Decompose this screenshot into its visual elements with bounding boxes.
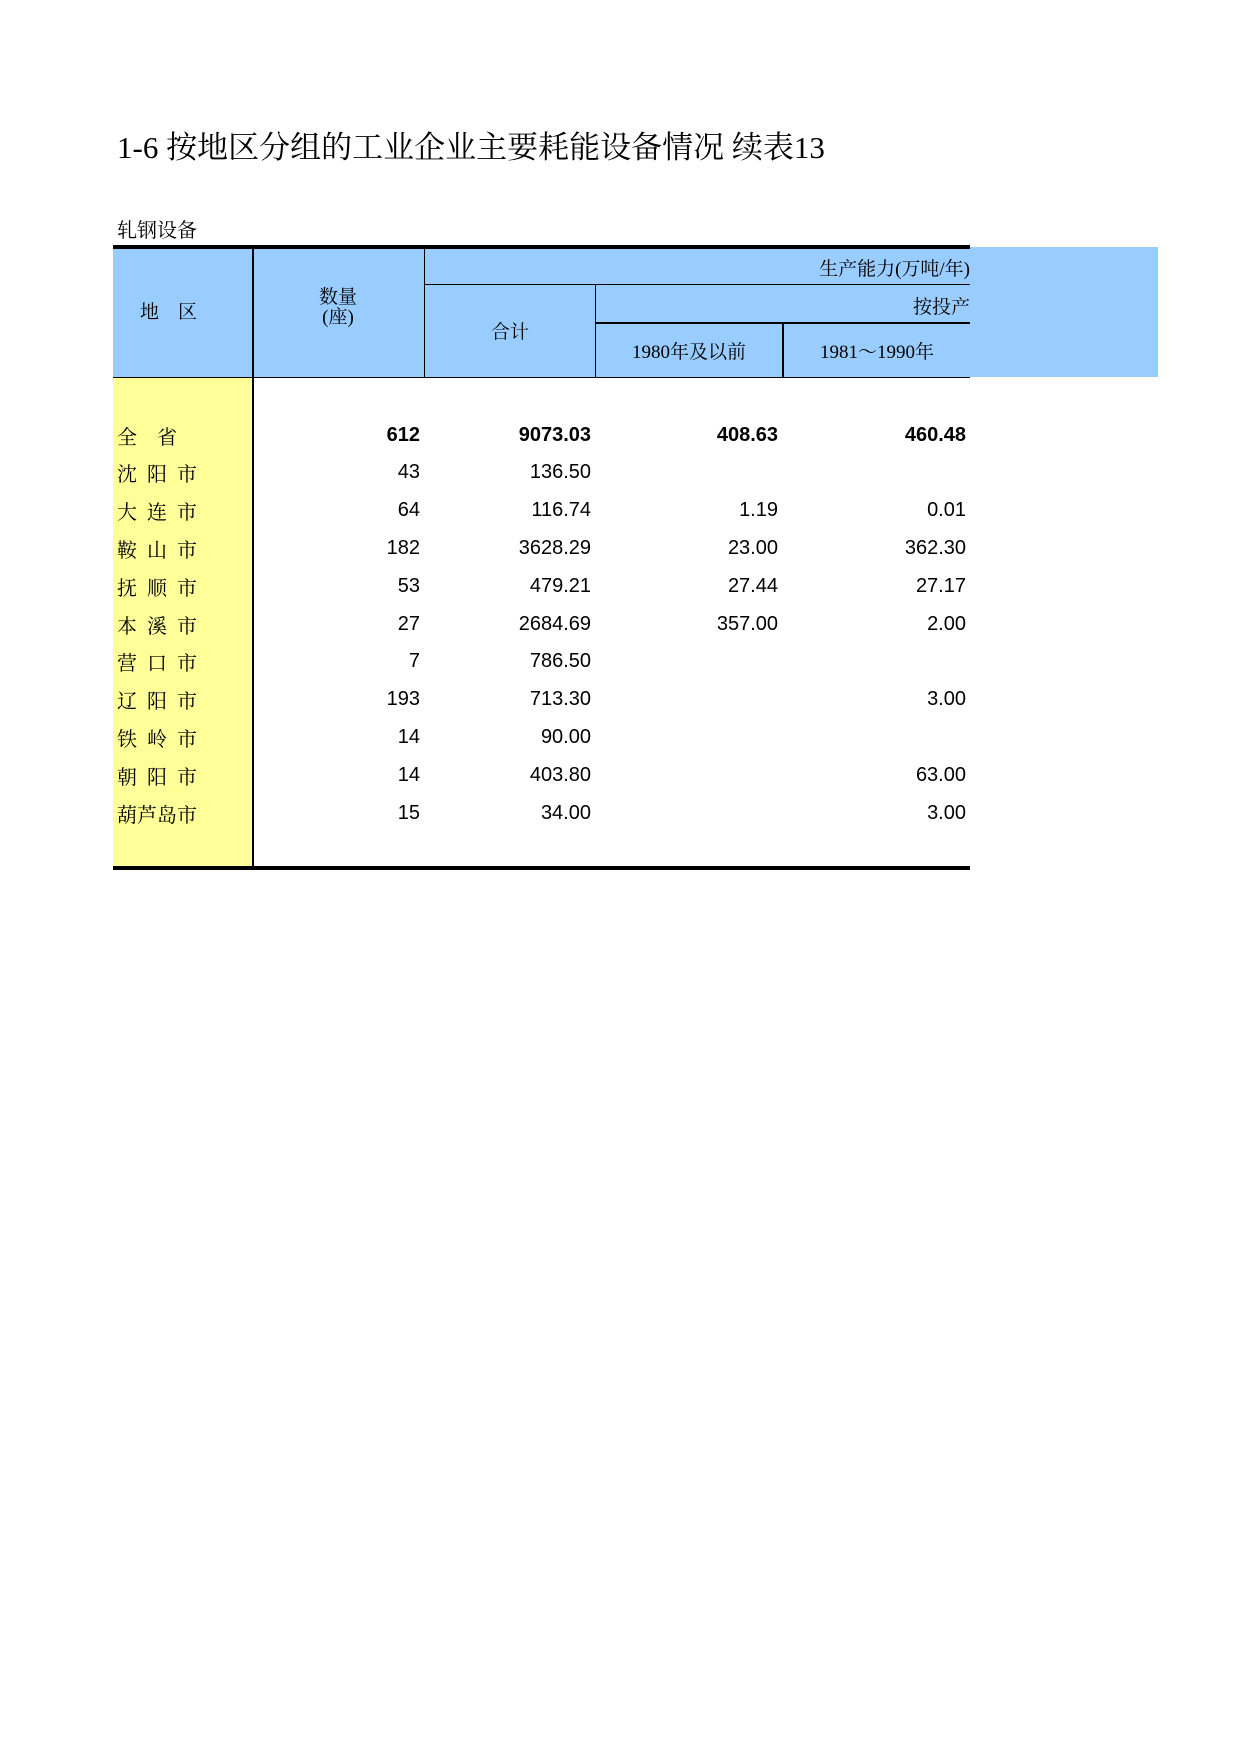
- cell-total: 2684.69: [518, 612, 591, 635]
- cell-count: 15: [397, 801, 420, 824]
- cell-total: 479.21: [529, 574, 591, 597]
- cell-y1980: [596, 458, 778, 488]
- cell-count: 43: [397, 461, 420, 484]
- cell-y1980: 408.63: [716, 423, 778, 446]
- header-by-year: 按投产: [912, 296, 970, 318]
- cell-y1981: 63.00: [915, 763, 966, 786]
- cell-region: 全 省: [117, 426, 177, 449]
- header-1980: 1980年及以前: [631, 342, 746, 363]
- cell-y1981: 2.00: [927, 612, 966, 635]
- cell-y1980: 357.00: [716, 612, 778, 635]
- cell-y1981: [784, 647, 966, 677]
- cell-y1980: [596, 760, 778, 790]
- cell-y1981: 0.01: [927, 499, 966, 522]
- cell-total: 9073.03: [518, 423, 591, 446]
- header-bottom-border: [113, 377, 970, 378]
- header-count-label: 数量: [318, 287, 357, 308]
- header-region-label: 地 区: [140, 301, 198, 323]
- cell-count: 53: [397, 574, 420, 597]
- cell-total: 713.30: [529, 688, 591, 711]
- cell-region: 营口市: [117, 653, 207, 676]
- cell-total: 786.50: [529, 650, 591, 673]
- cell-y1980: [596, 685, 778, 715]
- cell-y1980: [596, 798, 778, 828]
- cell-y1981: 27.17: [915, 574, 966, 597]
- cell-region: 大连市: [117, 502, 207, 525]
- header-count: [252, 288, 424, 328]
- cell-region: 铁岭市: [117, 728, 207, 751]
- cell-y1980: 1.19: [739, 499, 778, 522]
- cell-total: 403.80: [529, 763, 591, 786]
- cell-count: 193: [386, 688, 420, 711]
- cell-y1981: 460.48: [904, 423, 966, 446]
- cell-region: 葫芦岛市: [117, 804, 197, 827]
- cell-count: 64: [397, 499, 420, 522]
- cell-y1981: 3.00: [927, 688, 966, 711]
- cell-y1981: 3.00: [927, 801, 966, 824]
- bottom-border: [113, 866, 970, 870]
- header-count-unit: (座): [322, 307, 354, 328]
- cell-total: 136.50: [529, 461, 591, 484]
- cell-total: 3628.29: [518, 536, 591, 559]
- header-1981: 1981～1990年: [819, 342, 934, 363]
- cell-count: 7: [408, 650, 420, 673]
- page-title: 1-6 按地区分组的工业企业主要耗能设备情况 续表13: [117, 130, 825, 165]
- cell-count: 27: [397, 612, 420, 635]
- cell-count: 14: [397, 725, 420, 748]
- cell-y1981: [784, 722, 966, 752]
- header-capacity: 生产能力(万吨/年): [819, 258, 970, 280]
- cell-count: 182: [386, 536, 420, 559]
- cell-count: 612: [386, 423, 420, 446]
- cell-total: 34.00: [540, 801, 591, 824]
- top-border: [113, 245, 970, 249]
- table-subtitle: 轧钢设备: [117, 220, 197, 242]
- cell-region: 鞍山市: [117, 539, 207, 562]
- cell-region: 沈阳市: [117, 464, 207, 487]
- cell-y1981: [784, 458, 966, 488]
- divider: [424, 284, 970, 285]
- cell-total: 116.74: [531, 499, 591, 522]
- cell-total: 90.00: [540, 725, 591, 748]
- cell-y1980: [596, 722, 778, 752]
- cell-y1980: 27.44: [727, 574, 778, 597]
- cell-region: 抚顺市: [117, 577, 207, 600]
- header-region: [140, 295, 197, 325]
- cell-region: 朝阳市: [117, 766, 207, 789]
- cell-count: 14: [397, 763, 420, 786]
- cell-y1981: 362.30: [904, 536, 966, 559]
- cell-y1980: [596, 647, 778, 677]
- header-total: 合计: [490, 321, 529, 343]
- cell-region: 本溪市: [117, 615, 207, 638]
- cell-y1980: 23.00: [727, 536, 778, 559]
- cell-region: 辽阳市: [117, 691, 207, 714]
